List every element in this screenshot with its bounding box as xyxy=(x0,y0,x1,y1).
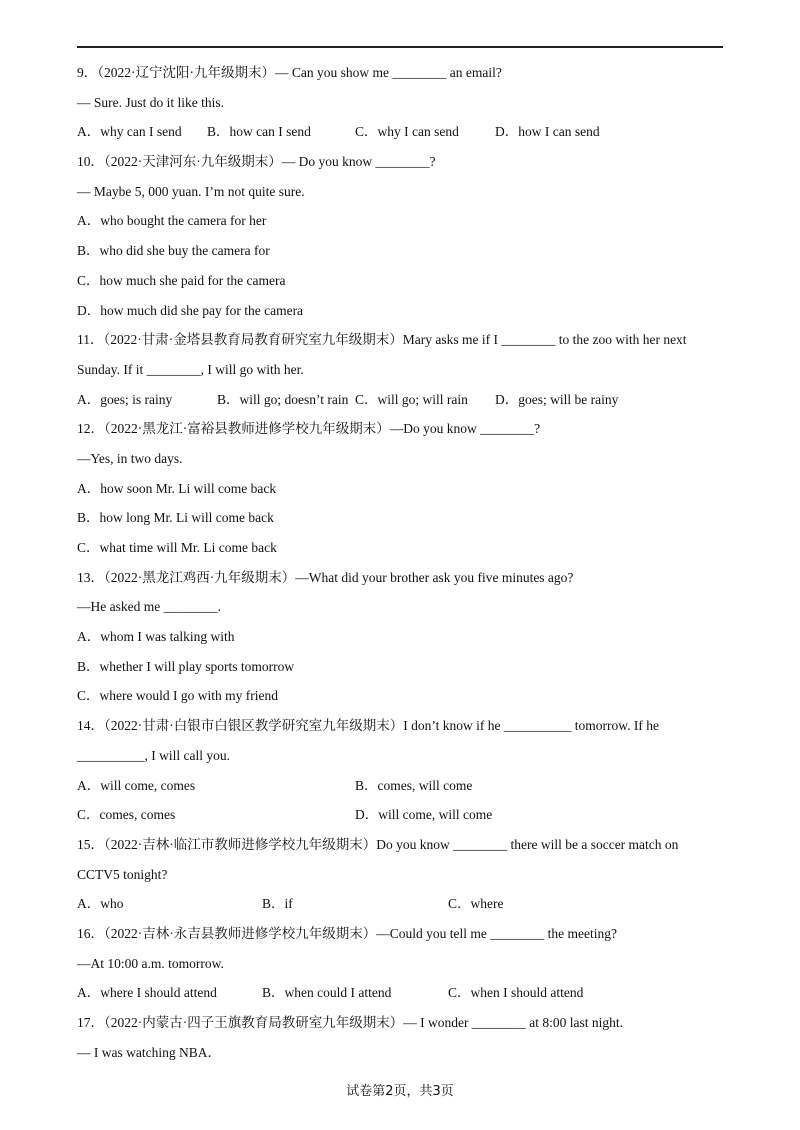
option-a: A．will come, comes xyxy=(77,777,196,793)
option-b: B．how long Mr. Li will come back xyxy=(77,510,274,526)
question-stem-continued: CCTV5 tonight? xyxy=(77,866,168,882)
question-stem: 16．（2022·吉林·永吉县教师进修学校九年级期末）—Could you tell me ________ the meeting? xyxy=(77,925,617,941)
option-c: C．where would I go with my friend xyxy=(77,688,278,704)
option-b: B．when could I attend xyxy=(262,985,392,1001)
question-list xyxy=(77,58,727,1067)
option-a: A．why can I send xyxy=(77,124,182,140)
question-stem: 11．（2022·甘肃·金塔县教育局教育研究室九年级期末）Mary asks me if I ________ to the zoo with her next xyxy=(77,332,687,348)
option-b: B．comes, will come xyxy=(355,777,473,793)
dialogue-line: —He asked me ________. xyxy=(77,599,221,615)
option-b: B．whether I will play sports tomorrow xyxy=(77,658,295,674)
question-11 xyxy=(77,325,727,414)
option-c: C．what time will Mr. Li come back xyxy=(77,540,277,555)
option-a: A．who xyxy=(77,896,124,912)
question-stem: 12．（2022·黑龙江·富裕县教师进修学校九年级期末）—Do you know ________? xyxy=(77,421,541,437)
option-c: C．will go; will rain xyxy=(355,391,468,407)
dialogue-line: — Maybe 5, 000 yuan. I’m not quite sure. xyxy=(77,183,305,199)
option-c: C．when I should attend xyxy=(448,985,584,1001)
dialogue-line: — Sure. Just do it like this. xyxy=(77,94,225,110)
options-row xyxy=(77,771,727,801)
dialogue-line: —At 10:00 a.m. tomorrow. xyxy=(77,955,224,971)
question-stem: 10．（2022·天津河东·九年级期末）— Do you know ________? xyxy=(77,154,436,170)
question-stem: 13．（2022·黑龙江鸡西·九年级期末）—What did your brother ask you five minutes ago? xyxy=(77,569,574,585)
option-a: A．where I should attend xyxy=(77,985,217,1001)
question-12 xyxy=(77,414,727,562)
options-row xyxy=(77,889,727,919)
dialogue-line: —Yes, in two days. xyxy=(77,450,183,466)
question-stem: 14．（2022·甘肃·白银市白银区教学研究室九年级期末）I don’t know if he __________ tomorrow. If he xyxy=(77,718,659,734)
option-a: A．goes; is rainy xyxy=(77,391,173,407)
options-row xyxy=(77,117,727,147)
options-row xyxy=(77,978,727,1008)
option-a: A．how soon Mr. Li will come back xyxy=(77,480,277,496)
question-16 xyxy=(77,919,727,1008)
question-10 xyxy=(77,147,727,325)
options-row xyxy=(77,800,727,830)
option-a: A．whom I was talking with xyxy=(77,629,235,645)
option-b: B．if xyxy=(262,896,293,912)
dialogue-line: — I was watching NBA． xyxy=(77,1044,221,1060)
page-number: 试卷第2页，共3页 xyxy=(346,1084,454,1099)
question-stem: 9．（2022·辽宁沈阳·九年级期末）— Can you show me ________ an email? xyxy=(77,65,502,80)
option-c: C．where xyxy=(448,896,504,912)
option-b: B．how can I send xyxy=(207,124,311,140)
option-d: D．how I can send xyxy=(495,124,600,140)
question-13 xyxy=(77,563,727,711)
option-c: C．how much she paid for the camera xyxy=(77,272,286,288)
option-b: B．who did she buy the camera for xyxy=(77,243,270,259)
option-a: A．who bought the camera for her xyxy=(77,213,267,229)
option-b: B．will go; doesn’t rain xyxy=(217,391,349,407)
option-c: C．comes, comes xyxy=(77,807,176,823)
option-d: D．goes; will be rainy xyxy=(495,391,619,407)
option-c: C．why I can send xyxy=(355,124,459,140)
question-9 xyxy=(77,58,727,147)
question-stem-continued: __________, I will call you. xyxy=(77,747,230,763)
option-d: D．will come, will come xyxy=(355,807,493,823)
question-stem: 17．（2022·内蒙古·四子王旗教育局教研室九年级期末）— I wonder ________ at 8:00 last night. xyxy=(77,1015,623,1030)
question-stem-continued: Sunday. If it ________, I will go with her. xyxy=(77,361,304,377)
options-row xyxy=(77,385,727,415)
question-14 xyxy=(77,711,727,830)
top-divider xyxy=(77,46,723,48)
question-15 xyxy=(77,830,727,919)
option-d: D．how much did she pay for the camera xyxy=(77,302,304,318)
question-17 xyxy=(77,1008,727,1067)
question-stem: 15．（2022·吉林·临江市教师进修学校九年级期末）Do you know ________ there will be a soccer match on xyxy=(77,836,679,852)
